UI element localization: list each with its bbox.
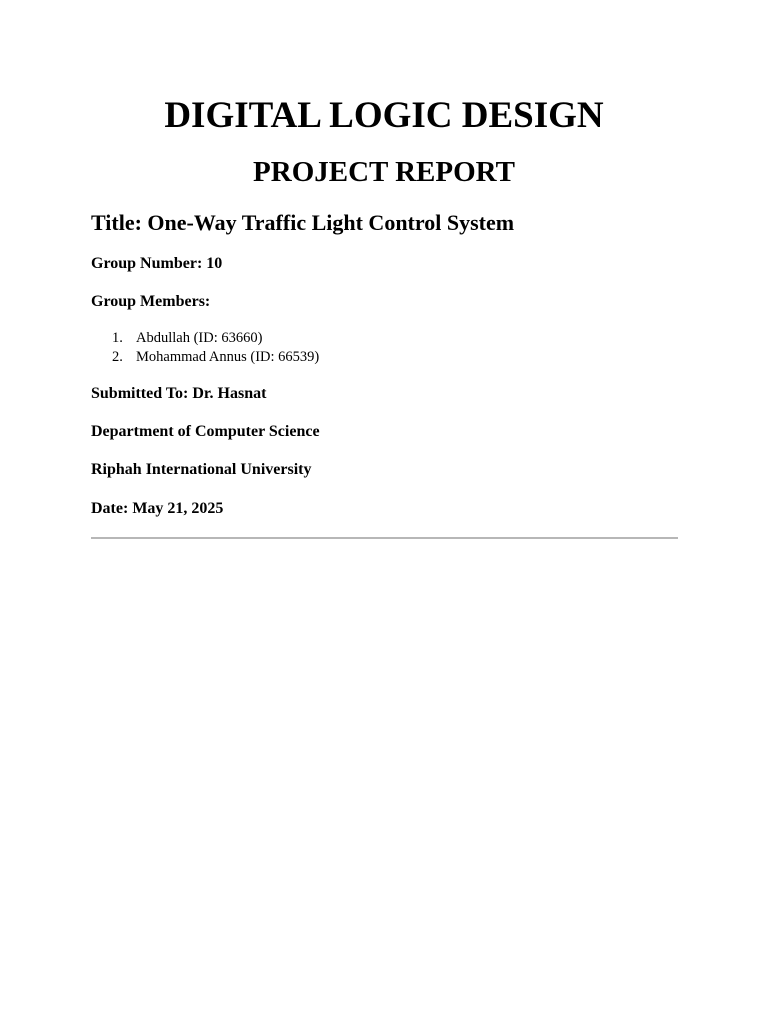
department: Department of Computer Science (91, 423, 320, 440)
list-item-text: Mohammad Annus (ID: 66539) (136, 348, 320, 365)
list-item-number: 1. (112, 330, 123, 346)
date: Date: May 21, 2025 (91, 500, 224, 517)
list-item-text: Abdullah (ID: 63660) (136, 330, 263, 346)
university: Riphah International University (91, 461, 312, 478)
submitted-to: Submitted To: Dr. Hasnat (91, 385, 267, 402)
members-list (91, 329, 319, 366)
project-title: Title: One-Way Traffic Light Control System (91, 210, 515, 235)
document-heading: DIGITAL LOGIC DESIGN (164, 95, 604, 136)
list-item (91, 348, 319, 367)
horizontal-divider (91, 537, 678, 539)
document-subheading: PROJECT REPORT (253, 156, 515, 188)
list-item-number: 2. (112, 348, 123, 365)
group-number: Group Number: 10 (91, 255, 223, 272)
group-members-label: Group Members: (91, 293, 211, 310)
list-item (91, 329, 319, 348)
